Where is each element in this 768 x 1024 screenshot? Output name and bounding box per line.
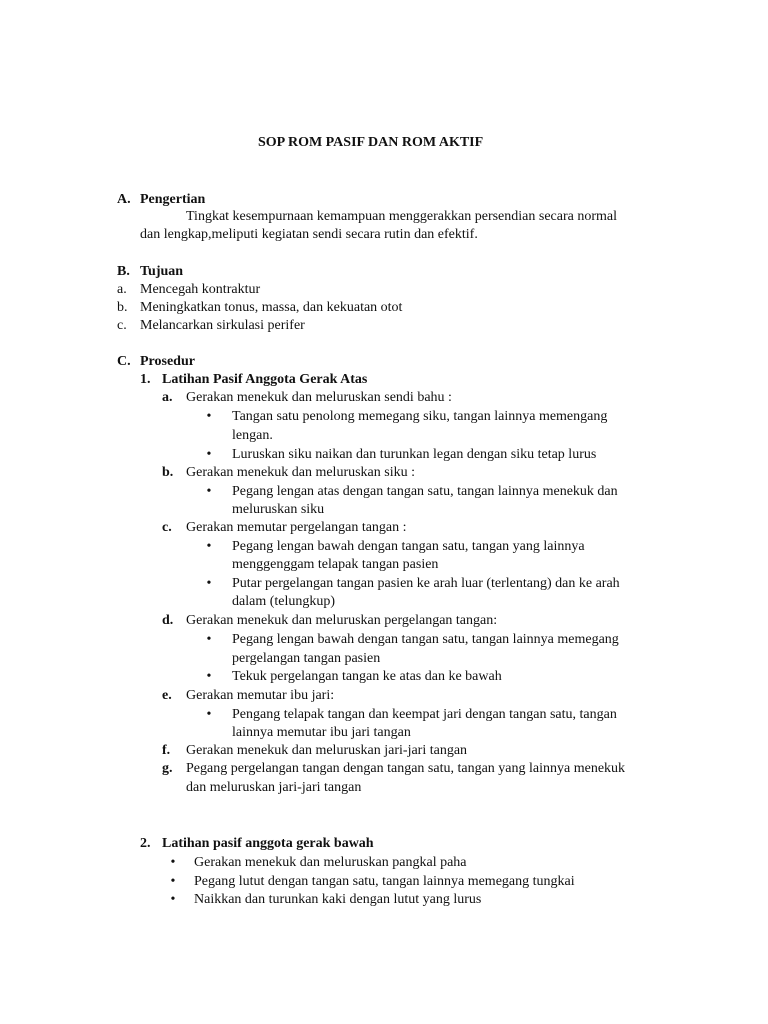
bullet-text: Luruskan siku naikan dan turunkan legan dengan siku tetap lurus (232, 447, 597, 462)
bullet-text: Tangan satu penolong memegang siku, tangan lainnya memengang (232, 409, 608, 424)
subsection-2-heading: Latihan pasif anggota gerak bawah (162, 836, 374, 851)
bullet-icon: • (206, 707, 212, 722)
list-item-marker: a. (117, 282, 127, 297)
bullet-icon: • (206, 447, 212, 462)
section-a-paragraph-line2: dan lengkap,meliputi kegiatan sendi secara rutin dan efektif. (140, 227, 478, 242)
bullet-icon: • (206, 409, 212, 424)
bullet-icon: • (170, 855, 176, 870)
list-item-marker: c. (162, 520, 172, 535)
bullet-text: Pegang lengan atas dengan tangan satu, tangan lainnya menekuk dan (232, 484, 618, 499)
bullet-text: lengan. (232, 428, 273, 443)
list-item-text: Gerakan menekuk dan meluruskan jari-jari tangan (186, 743, 468, 758)
bullet-text: Tekuk pergelangan tangan ke atas dan ke bawah (232, 669, 502, 684)
bullet-icon: • (206, 669, 212, 684)
bullet-text: menggenggam telapak tangan pasien (232, 557, 439, 572)
list-item-text: Melancarkan sirkulasi perifer (140, 318, 305, 333)
list-item-text: Gerakan menekuk dan meluruskan pergelangan tangan: (186, 613, 498, 628)
list-item-text: Gerakan menekuk dan meluruskan sendi bahu : (186, 390, 452, 405)
section-b-marker: B. (117, 264, 130, 279)
list-item-text: Gerakan memutar ibu jari: (186, 688, 335, 703)
list-item-text: Meningkatkan tonus, massa, dan kekuatan otot (140, 300, 403, 315)
list-item-text: Gerakan memutar pergelangan tangan : (186, 520, 407, 535)
section-a-marker: A. (117, 192, 131, 207)
bullet-text: Pegang lutut dengan tangan satu, tangan lainnya memegang tungkai (194, 874, 575, 889)
bullet-text: Pegang lengan bawah dengan tangan satu, tangan lainnya memegang (232, 632, 619, 647)
bullet-icon: • (206, 539, 212, 554)
document-title: SOP ROM PASIF DAN ROM AKTIF (258, 135, 484, 150)
section-a-paragraph-line1: Tingkat kesempurnaan kemampuan menggerakkan persendian secara normal (186, 209, 617, 224)
list-item-text: Pegang pergelangan tangan dengan tangan satu, tangan yang lainnya menekuk (186, 761, 626, 776)
bullet-icon: • (206, 576, 212, 591)
bullet-text: pergelangan tangan pasien (232, 651, 381, 666)
bullet-icon: • (206, 484, 212, 499)
list-item-marker: f. (162, 743, 171, 758)
bullet-icon: • (170, 874, 176, 889)
list-item-marker: b. (162, 465, 174, 480)
list-item-text: Gerakan menekuk dan meluruskan siku : (186, 465, 415, 480)
bullet-text: Gerakan menekuk dan meluruskan pangkal paha (194, 855, 467, 870)
bullet-icon: • (170, 892, 176, 907)
list-item-marker: a. (162, 390, 173, 405)
bullet-text: meluruskan siku (232, 502, 325, 517)
section-c-heading: Prosedur (140, 354, 195, 369)
bullet-text: dalam (telungkup) (232, 594, 336, 609)
list-item-text: Mencegah kontraktur (140, 282, 261, 297)
list-item-marker: e. (162, 688, 172, 703)
bullet-text: Pengang telapak tangan dan keempat jari dengan tangan satu, tangan (232, 707, 617, 722)
list-item-marker: d. (162, 613, 174, 628)
section-c-marker: C. (117, 354, 131, 369)
section-a-heading: Pengertian (140, 192, 206, 207)
list-item-marker: g. (162, 761, 173, 776)
bullet-text: lainnya memutar ibu jari tangan (232, 725, 411, 740)
bullet-icon: • (206, 632, 212, 647)
list-item-marker: c. (117, 318, 127, 333)
subsection-2-marker: 2. (140, 836, 151, 851)
bullet-text: Naikkan dan turunkan kaki dengan lutut yang lurus (194, 892, 482, 907)
subsection-1-marker: 1. (140, 372, 151, 387)
list-item-marker: b. (117, 300, 128, 315)
subsection-1-heading: Latihan Pasif Anggota Gerak Atas (162, 372, 368, 387)
section-b-heading: Tujuan (140, 264, 184, 279)
bullet-text: Pegang lengan bawah dengan tangan satu, tangan yang lainnya (232, 539, 585, 554)
list-item-text: dan meluruskan jari-jari tangan (186, 780, 362, 795)
bullet-text: Putar pergelangan tangan pasien ke arah luar (terlentang) dan ke arah (232, 576, 620, 591)
